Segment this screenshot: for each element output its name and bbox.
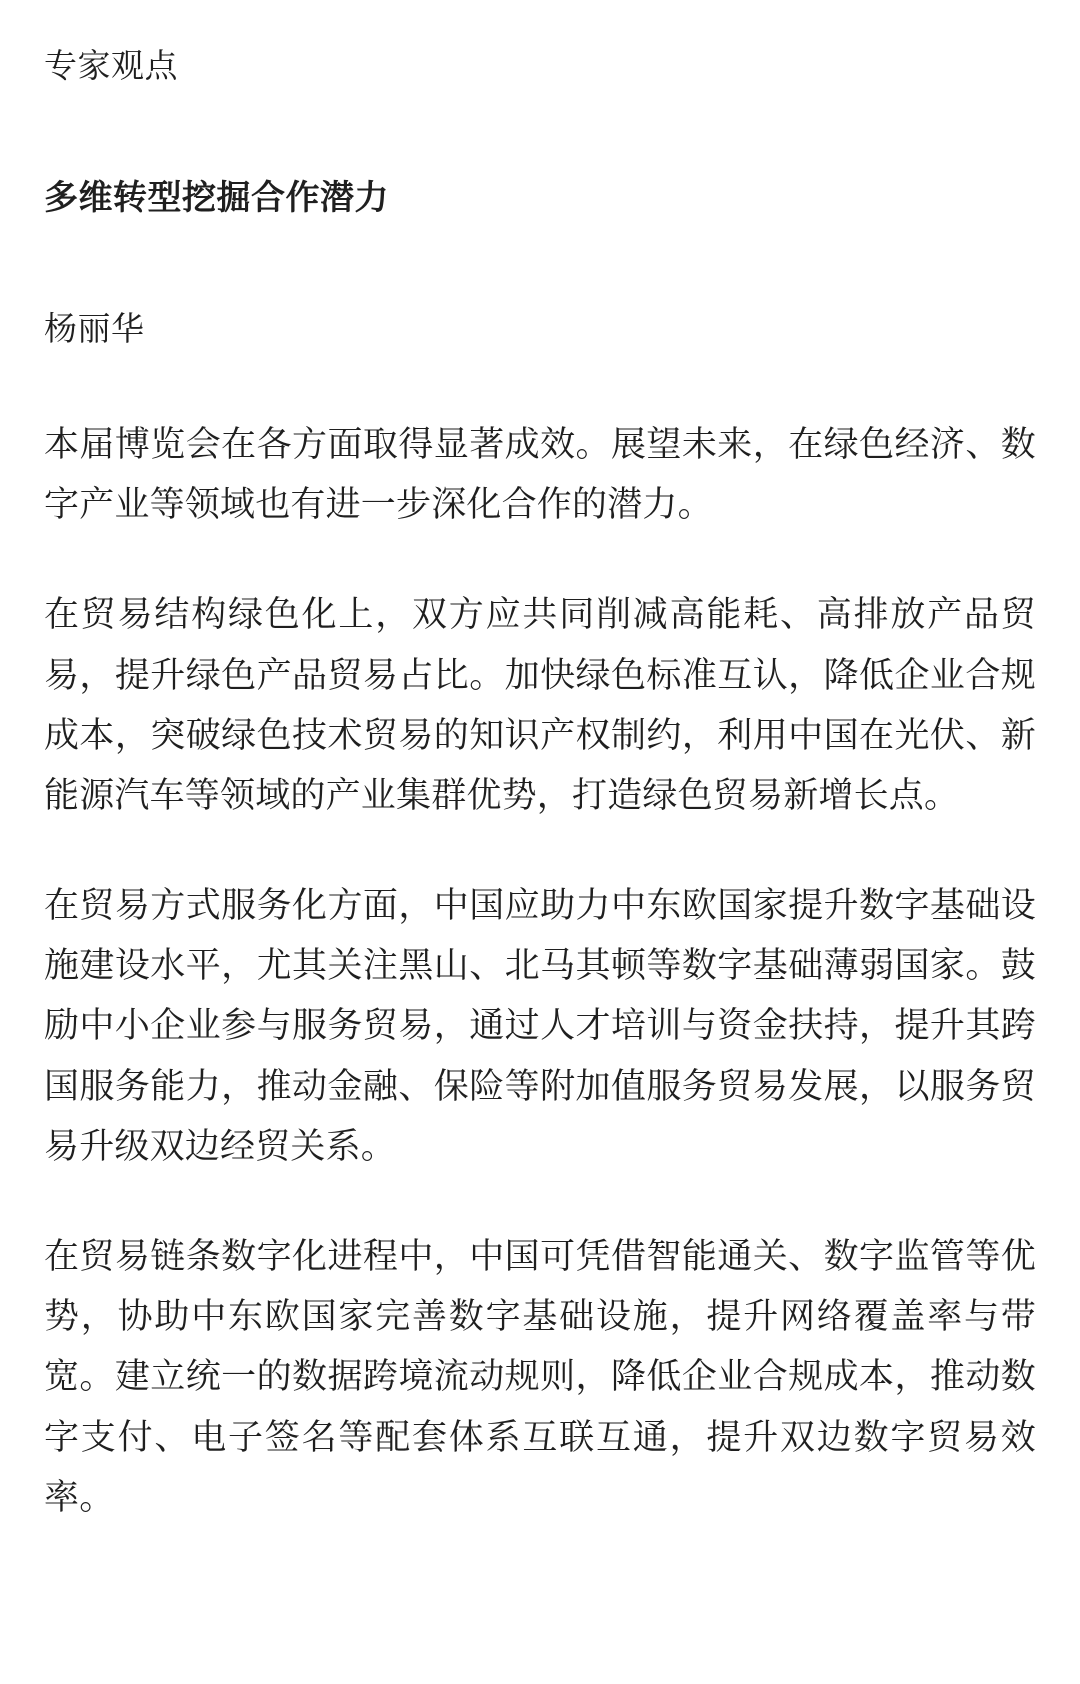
page-title: 多维转型挖掘合作潜力 [44,178,389,217]
article-paragraph: 在贸易方式服务化方面，中国应助力中东欧国家提升数字基础设施建设水平，尤其关注黑山、北马其顿等数字基础薄弱国家。鼓励中小企业参与服务贸易，通过人才培训与资金扶持，提升其跨国服务能力，推动金融、保险等附加值服务贸易发展，以服务贸易升级双边经贸关系。 [44,886,1036,1166]
article-kicker: 专家观点 [44,47,178,84]
article-paragraph: 在贸易链条数字化进程中，中国可凭借智能通关、数字监管等优势，协助中东欧国家完善数字基础设施，提升网络覆盖率与带宽。建立统一的数据跨境流动规则，降低企业合规成本，推动数字支付、电子签名等配套体系互联互通，提升双边数字贸易效率。 [44,1237,1036,1517]
article-byline: 杨丽华 [44,310,145,348]
article-body [44,415,1036,1528]
article-paragraph: 在贸易结构绿色化上，双方应共同削减高能耗、高排放产品贸易，提升绿色产品贸易占比。加快绿色标准互认，降低企业合规成本，突破绿色技术贸易的知识产权制约，利用中国在光伏、新能源汽车等领域的产业集群优势，打造绿色贸易新增长点。 [44,595,1036,815]
article-paragraph: 本届博览会在各方面取得显著成效。展望未来，在绿色经济、数字产业等领域也有进一步深化合作的潜力。 [44,424,1036,525]
